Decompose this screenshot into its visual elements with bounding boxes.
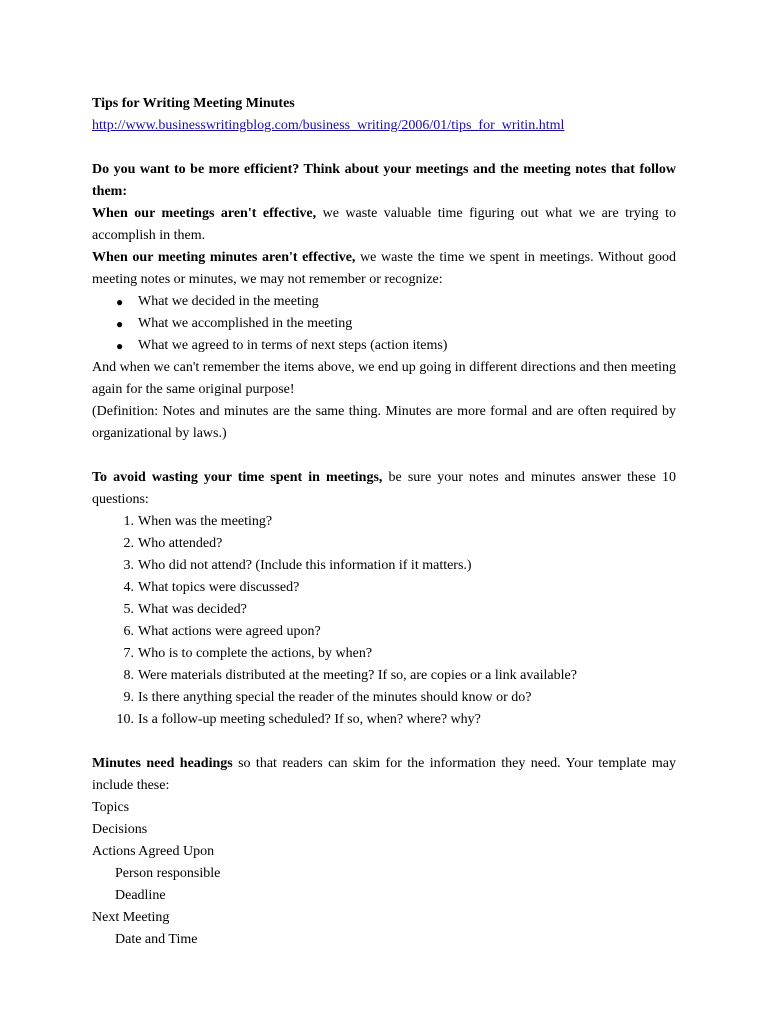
spacer xyxy=(92,445,676,467)
template-heading-topics: Topics xyxy=(92,800,130,815)
questions-list xyxy=(92,511,676,731)
list-item-text: When was the meeting? xyxy=(138,514,273,529)
list-item-text: What we agreed to in terms of next steps (action items) xyxy=(138,338,448,353)
avoid-text: be sure your notes and minutes answer these 10 questions: xyxy=(92,470,676,507)
recall-bullet-list xyxy=(92,291,676,357)
list-item-text: What was decided? xyxy=(138,602,247,617)
meetings-bold: When our meetings aren't effective, xyxy=(92,206,317,221)
headings-bold: Minutes need headings xyxy=(92,756,233,771)
template-subheading-date-time: Date and Time xyxy=(115,932,198,947)
list-item-text: What actions were agreed upon? xyxy=(138,624,321,639)
list-number: 1. xyxy=(123,514,134,529)
minutes-paragraph xyxy=(92,247,676,291)
intro-question-text: Do you want to be more efficient? Think about your meetings and the meeting notes that follow them: xyxy=(92,162,676,199)
list-number: 8. xyxy=(123,668,134,683)
spacer xyxy=(92,731,676,753)
list-item xyxy=(92,643,676,665)
list-number: 10. xyxy=(116,712,134,727)
minutes-bold: When our meeting minutes aren't effective, xyxy=(92,250,356,265)
list-item xyxy=(116,335,676,357)
bullet-icon: ● xyxy=(116,339,124,353)
list-item xyxy=(116,291,676,313)
list-item-text: Who is to complete the actions, by when? xyxy=(138,646,373,661)
list-number: 6. xyxy=(123,624,134,639)
bullet-icon: ● xyxy=(116,317,124,331)
list-item-text: Who attended? xyxy=(138,536,223,551)
list-item xyxy=(92,665,676,687)
source-link[interactable]: http://www.businesswritingblog.com/business_writing/2006/01/tips_for_writin.html xyxy=(92,118,565,133)
bullet-icon: ● xyxy=(116,295,124,309)
template-heading-next-meeting: Next Meeting xyxy=(92,910,170,925)
definition-paragraph: (Definition: Notes and minutes are the same thing. Minutes are more formal and are often required by organizational by laws.) xyxy=(92,404,676,441)
meetings-text: we waste valuable time figuring out what we are trying to accomplish in them. xyxy=(92,206,676,243)
list-item-text: Who did not attend? (Include this information if it matters.) xyxy=(138,558,472,573)
list-item-text: What topics were discussed? xyxy=(138,580,300,595)
template-heading-actions: Actions Agreed Upon xyxy=(92,844,215,859)
avoid-bold: To avoid wasting your time spent in meetings, xyxy=(92,470,383,485)
list-item xyxy=(92,687,676,709)
spacer xyxy=(92,137,676,159)
list-item xyxy=(92,599,676,621)
list-item-text: Is there anything special the reader of the minutes should know or do? xyxy=(138,690,532,705)
list-item xyxy=(92,511,676,533)
list-number: 4. xyxy=(123,580,134,595)
list-item-text: What we decided in the meeting xyxy=(138,294,319,309)
list-item xyxy=(92,577,676,599)
list-item xyxy=(92,533,676,555)
after-bullets-paragraph: And when we can't remember the items above, we end up going in different directions and then meeting again for the same original purpose! xyxy=(92,360,676,397)
document-title: Tips for Writing Meeting Minutes xyxy=(92,96,295,111)
meetings-paragraph xyxy=(92,203,676,247)
list-item-text: Is a follow-up meeting scheduled? If so, when? where? why? xyxy=(138,712,481,727)
list-item xyxy=(116,313,676,335)
list-number: 7. xyxy=(123,646,134,661)
list-number: 2. xyxy=(123,536,134,551)
headings-paragraph xyxy=(92,753,676,797)
intro-question xyxy=(92,159,676,203)
list-number: 5. xyxy=(123,602,134,617)
list-item xyxy=(92,621,676,643)
list-number: 9. xyxy=(123,690,134,705)
list-item-text: Were materials distributed at the meeting? If so, are copies or a link available? xyxy=(138,668,577,683)
list-item xyxy=(92,709,676,731)
template-subheading-deadline: Deadline xyxy=(115,888,166,903)
list-number: 3. xyxy=(123,558,134,573)
list-item-text: What we accomplished in the meeting xyxy=(138,316,353,331)
list-item xyxy=(92,555,676,577)
template-heading-decisions: Decisions xyxy=(92,822,148,837)
template-subheading-person: Person responsible xyxy=(115,866,221,881)
minutes-text: we waste the time we spent in meetings. Without good meeting notes or minutes, we may not remember or recognize: xyxy=(92,250,676,287)
headings-text: so that readers can skim for the information they need. Your template may include these: xyxy=(92,756,676,793)
avoid-paragraph xyxy=(92,467,676,511)
